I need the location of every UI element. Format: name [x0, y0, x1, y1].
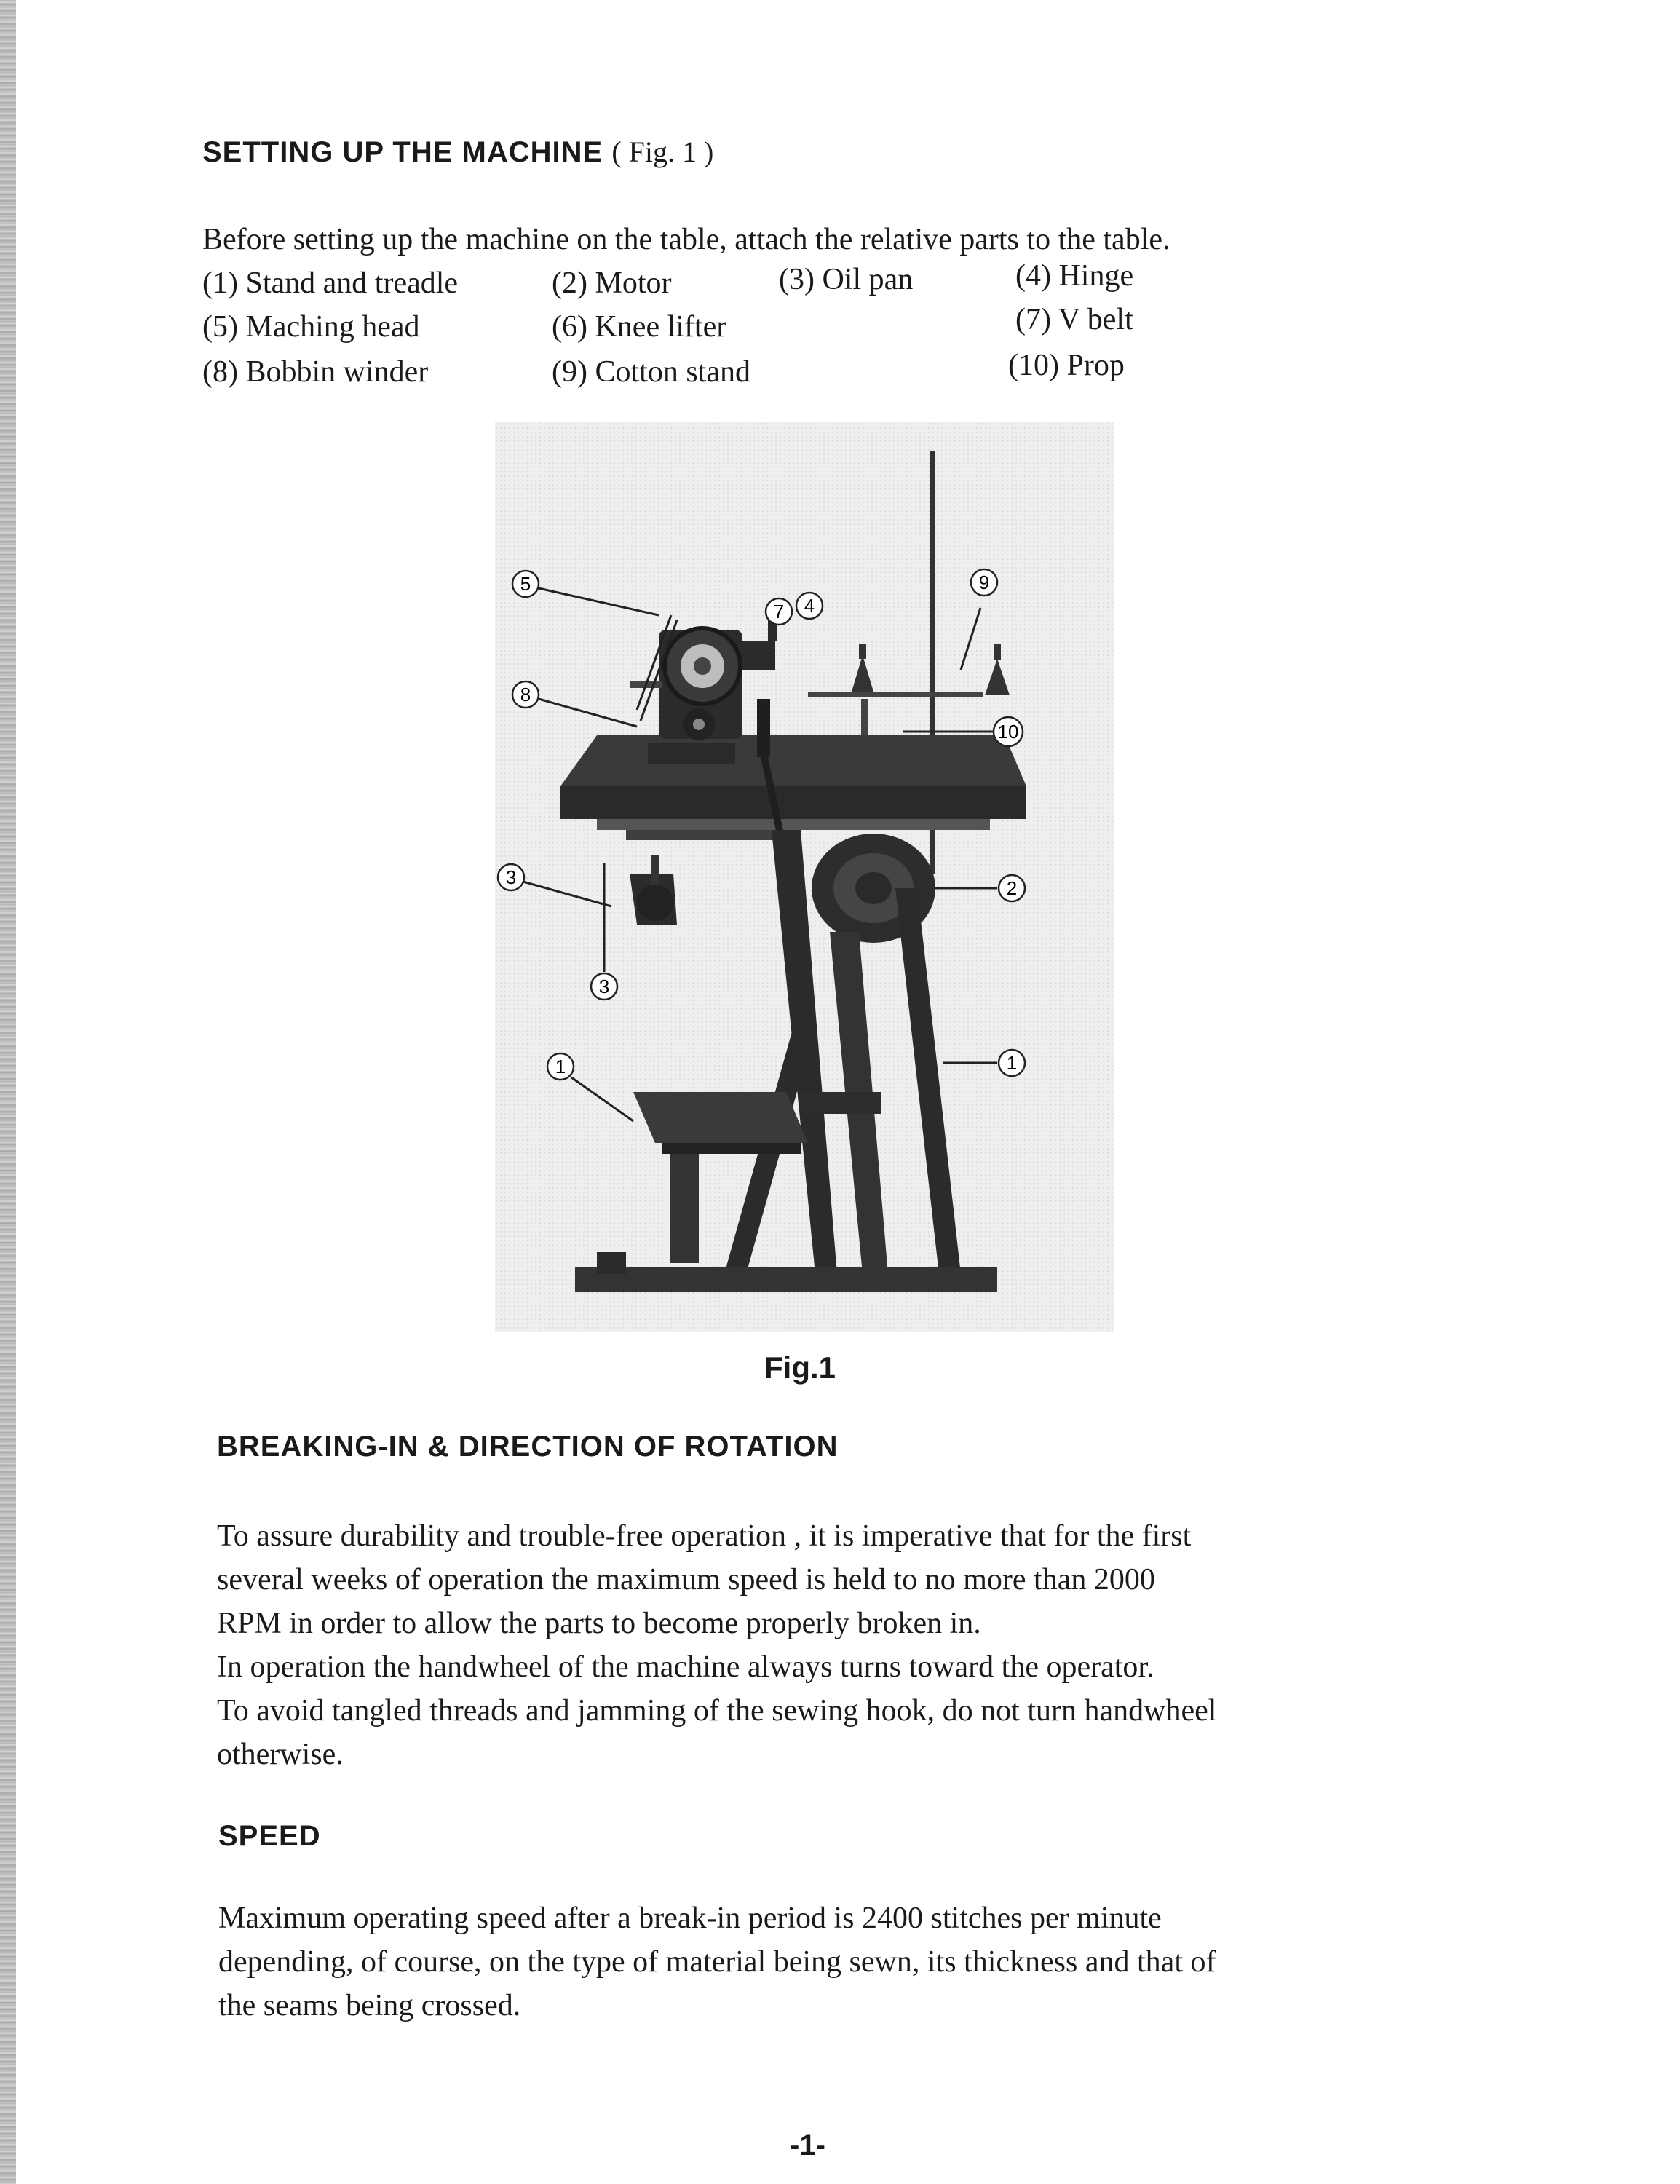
section-heading-setting-up [202, 135, 713, 169]
fig-reference: ( Fig. 1 ) [611, 135, 714, 168]
breaking-in-line: To assure durability and trouble-free operation , it is imperative that for the first [217, 1519, 1192, 1553]
speed-line: depending, of course, on the type of material being sewn, its thickness and that of [218, 1945, 1216, 1979]
callout-marker-2 [999, 875, 1025, 901]
section-heading-breaking-in: BREAKING-IN & DIRECTION OF ROTATION [217, 1431, 839, 1463]
page-number: -1- [790, 2129, 825, 2161]
part-item-1: (1) Stand and treadle [202, 266, 459, 300]
part-item-4: (4) Hinge [1015, 259, 1134, 293]
breaking-in-line: otherwise. [217, 1738, 344, 1771]
part-item-2: (2) Motor [552, 266, 672, 300]
speed-line: Maximum operating speed after a break-in period is 2400 stitches per minute [218, 1902, 1162, 1935]
scan-edge-shadow [0, 0, 16, 2184]
figure-caption: Fig.1 [764, 1350, 836, 1385]
part-item-10: (10) Prop [1008, 349, 1125, 382]
callout-marker-8 [512, 681, 539, 708]
breaking-in-paragraph [217, 1514, 1216, 1776]
callout-label-1-left: 1 [555, 1056, 566, 1077]
part-item-7: (7) V belt [1015, 303, 1133, 336]
callout-marker-4 [796, 593, 823, 619]
setup-intro-text: Before setting up the machine on the table, attach the relative parts to the table. [202, 223, 1170, 256]
breaking-in-line: To avoid tangled threads and jamming of the sewing hook, do not turn handwheel [217, 1694, 1217, 1728]
breaking-in-line: RPM in order to allow the parts to become properly broken in. [217, 1607, 981, 1640]
callout-label-10: 10 [997, 721, 1019, 743]
part-item-9: (9) Cotton stand [552, 355, 750, 389]
speed-paragraph [218, 1896, 1216, 2027]
callout-marker-7 [766, 598, 792, 625]
callout-marker-1-left [547, 1053, 574, 1080]
part-item-5: (5) Maching head [202, 310, 420, 344]
callout-marker-3-bottom [591, 973, 617, 1000]
callout-label-1-right: 1 [1006, 1052, 1018, 1074]
section-heading-speed: SPEED [218, 1820, 321, 1852]
callout-marker-10 [994, 717, 1023, 746]
callout-marker-5 [512, 571, 539, 597]
callout-label-7: 7 [773, 601, 785, 622]
callout-label-2: 2 [1006, 877, 1018, 899]
callout-label-4: 4 [804, 595, 815, 617]
callout-marker-1-right [999, 1050, 1025, 1076]
sewing-machine-illustration [495, 422, 1114, 1332]
callout-label-3-bottom: 3 [598, 976, 610, 997]
breaking-in-line: In operation the handwheel of the machine always turns toward the operator. [217, 1650, 1154, 1684]
figure-sewing-machine [495, 422, 1114, 1332]
callout-label-9: 9 [978, 571, 990, 593]
part-item-8: (8) Bobbin winder [202, 355, 429, 389]
breaking-in-line: several weeks of operation the maximum speed is held to no more than 2000 [217, 1563, 1155, 1597]
callout-marker-9 [971, 569, 997, 596]
callout-label-8: 8 [520, 684, 531, 705]
speed-line: the seams being crossed. [218, 1989, 521, 2022]
part-item-6: (6) Knee lifter [552, 310, 727, 344]
callout-label-3-left: 3 [505, 866, 517, 888]
setting-up-heading-text: SETTING UP THE MACHINE [202, 136, 603, 168]
callout-label-5: 5 [520, 573, 531, 595]
part-item-3: (3) Oil pan [779, 263, 914, 296]
callout-marker-3-left [498, 864, 524, 890]
table-top [560, 735, 1026, 830]
